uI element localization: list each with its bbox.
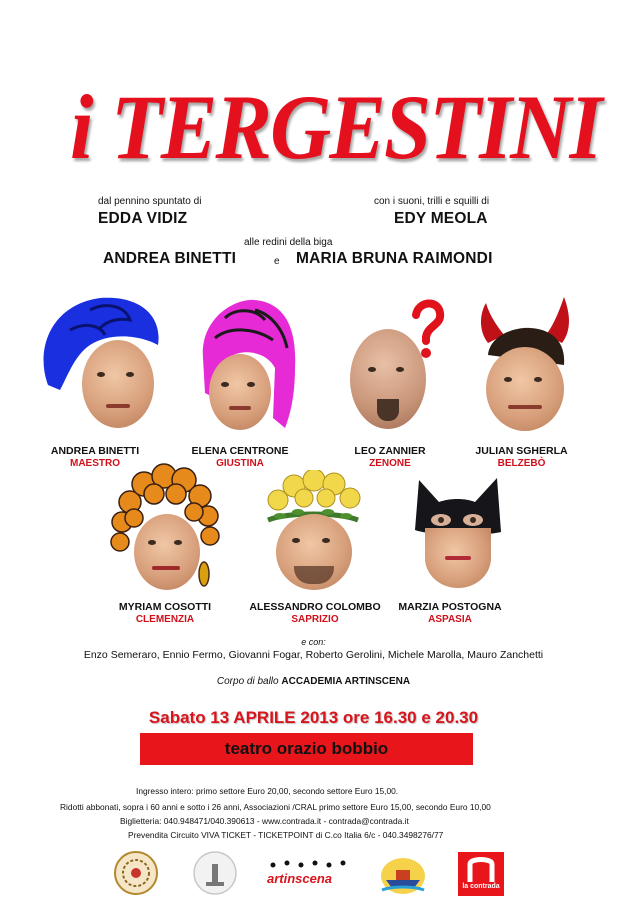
cast-role: BELZEBÒ (497, 458, 546, 469)
cast-name: MARZIA POSTOGNA (398, 601, 502, 613)
portrait-julian-sgherla (470, 295, 580, 435)
cast-role: CLEMENZIA (135, 614, 195, 625)
cast-role: GIUSTINA (216, 458, 264, 469)
la-contrada-wordmark: la contrada (462, 883, 500, 890)
portrait-leo-zannier (340, 295, 450, 440)
portrait-alessandro-colombo (258, 470, 368, 595)
cast-name: LEO ZANNIER (354, 445, 426, 457)
ballet-name: ACCADEMIA ARTINSCENA (281, 676, 411, 687)
direction-intro: alle redini della biga (244, 237, 333, 248)
author-name: EDDA VIDIZ (98, 210, 188, 227)
cast-role: MAESTRO (70, 458, 120, 469)
ballet-line (0, 676, 627, 687)
info-line: Ingresso intero: primo settore Euro 20,00, secondo settore Euro 15,00. (136, 786, 399, 796)
also-with-names: Enzo Semeraro, Ennio Fermo, Giovanni Fogar, Roberto Gerolini, Michele Marolla, Mauro Zanchetti (83, 649, 544, 661)
artinscena-wordmark: artinscena (267, 871, 333, 886)
theatre-logo (192, 850, 238, 896)
director-conjunction: e (274, 256, 280, 267)
artinscena-logo (263, 855, 353, 891)
cast-role: ASPASIA (428, 614, 472, 625)
cast-name: ELENA CENTRONE (191, 445, 289, 457)
portrait-andrea-binetti (30, 290, 170, 435)
info-line: Prevendita Circuito VIVA TICKET - TICKETPOINT di C.co Italia 6/c - 040.3498276/77 (128, 830, 444, 840)
director-2: MARIA BRUNA RAIMONDI (296, 250, 493, 267)
cast-role: ZENONE (369, 458, 411, 469)
info-line: Ridotti abbonati, sopra i 60 anni e sotto i 26 anni, Associazioni /CRAL primo settore Euro 15,00, secondo Euro 10,00 (60, 802, 491, 812)
portrait-marzia-postogna (405, 470, 510, 595)
cast-name: ALESSANDRO COLOMBO (249, 601, 381, 613)
la-contrada-logo (458, 852, 504, 896)
venue-banner: teatro orazio bobbio (140, 733, 473, 765)
cast-name: MYRIAM COSOTTI (118, 601, 212, 613)
author-intro: dal pennino spuntato di (98, 196, 202, 207)
music-name: EDY MEOLA (394, 210, 488, 227)
cast-name: ANDREA BINETTI (50, 445, 140, 457)
show-title: i TERGESTINI (70, 76, 601, 178)
cast-role: SAPRIZIO (291, 614, 339, 625)
director-1: ANDREA BINETTI (103, 250, 237, 267)
cast-name: JULIAN SGHERLA (475, 445, 568, 457)
music-intro: con i suoni, trilli e squilli di (374, 196, 490, 207)
portrait-myriam-cosotti (110, 462, 220, 597)
also-with-intro: e con: (301, 637, 326, 647)
ballet-intro: Corpo di ballo (216, 676, 279, 687)
info-line: Biglietteria: 040.948471/040.390613 - www.contrada.it - contrada@contrada.it (120, 816, 409, 826)
portrait-elena-centrone (195, 298, 300, 438)
performance-date: Sabato 13 APRILE 2013 ore 16.30 e 20.30 (148, 708, 479, 727)
ferry-logo (378, 850, 428, 896)
association-seal-logo (113, 850, 159, 896)
